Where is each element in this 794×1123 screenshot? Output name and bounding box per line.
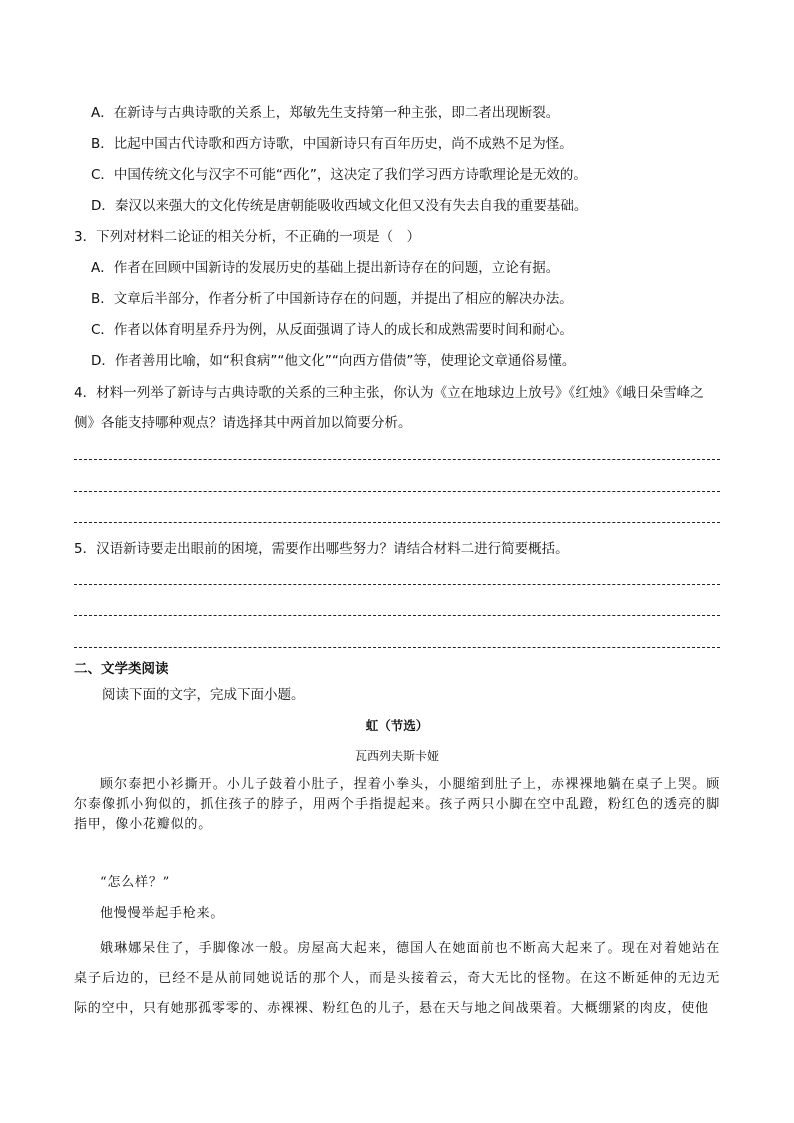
q2-option-c: C．中国传统文化与汉字不可能“西化”，这决定了我们学习西方诗歌理论是无效的。: [91, 167, 587, 183]
q3-option-a: A．作者在回顾中国新诗的发展历史的基础上提出新诗存在的问题，立论有据。: [91, 260, 560, 276]
section-instruction: 阅读下面的文字，完成下面小题。: [102, 687, 305, 703]
q4-stem-line2: 侧》各能支持哪种观点？请选择其中两首加以简要分析。: [74, 415, 412, 431]
q2-option-d: D．秦汉以来强大的文化传统是唐朝能吸收西域文化但又没有失去自我的重要基础。: [91, 198, 588, 214]
answer-line: [74, 615, 720, 616]
q3-option-d: D．作者善用比喻，如“积食病”“他文化”“向西方借债”等，使理论文章通俗易懂。: [91, 353, 576, 369]
answer-line: [74, 491, 720, 492]
passage-paragraph: 顾尔泰把小衫撕开。小儿子鼓着小肚子，捏着小拳头，小腿缩到肚子上，赤裸裸地躺在桌子上哭。顾尔泰像抓小狗似的，抓住孩子的脖子，用两个手指提起来。孩子两只小脚在空中乱蹬，粉红色的透亮的脚指甲，像小花瓣似的。: [74, 777, 720, 832]
passage-title: 虹（节选）: [365, 718, 429, 733]
passage-paragraph: 他慢慢举起手枪来。: [100, 906, 225, 921]
answer-line: [74, 584, 720, 585]
q3-stem: 3．下列对材料二论证的相关分析，不正确的一项是（ ）: [74, 229, 421, 245]
q3-option-c: C．作者以体育明星乔丹为例，从反面强调了诗人的成长和成熟需要时间和耐心。: [91, 322, 573, 338]
q2-option-b: B．比起中国古代诗歌和西方诗歌，中国新诗只有百年历史，尚不成熟不足为怪。: [91, 136, 573, 152]
passage-author: 瓦西列夫斯卡娅: [354, 749, 439, 763]
passage-paragraph: “怎么样？”: [100, 875, 171, 890]
answer-line: [74, 647, 720, 648]
q4-stem-line1: 4．材料一列举了新诗与古典诗歌的关系的三种主张，你认为《立在地球边上放号》《红烛》《峨日朵雪峰之: [74, 385, 704, 401]
passage-paragraph: 娥琳娜呆住了，手脚像冰一般。房屋高大起来，德国人在她面前也不断高大起来了。现在对着她站在桌子后边的，已经不是从前同她说话的那个人，而是头接着云，奇大无比的怪物。在这不断延伸的无边无际的空中，只有她那孤零零的、赤裸裸、粉红色的儿子，悬在天与地之间战栗着。大概绷紧的肉皮，使他: [74, 941, 720, 1016]
q2-option-a: A．在新诗与古典诗歌的关系上，郑敏先生支持第一种主张，即二者出现断裂。: [91, 105, 560, 121]
q3-option-b: B．文章后半部分，作者分析了中国新诗存在的问题，并提出了相应的解决办法。: [91, 291, 573, 307]
answer-line: [74, 459, 720, 460]
section-heading: 二、文学类阅读: [74, 661, 169, 677]
q5-stem: 5．汉语新诗要走出眼前的困境，需要作出哪些努力？请结合材料二进行简要概括。: [74, 541, 569, 557]
answer-line: [74, 522, 720, 523]
